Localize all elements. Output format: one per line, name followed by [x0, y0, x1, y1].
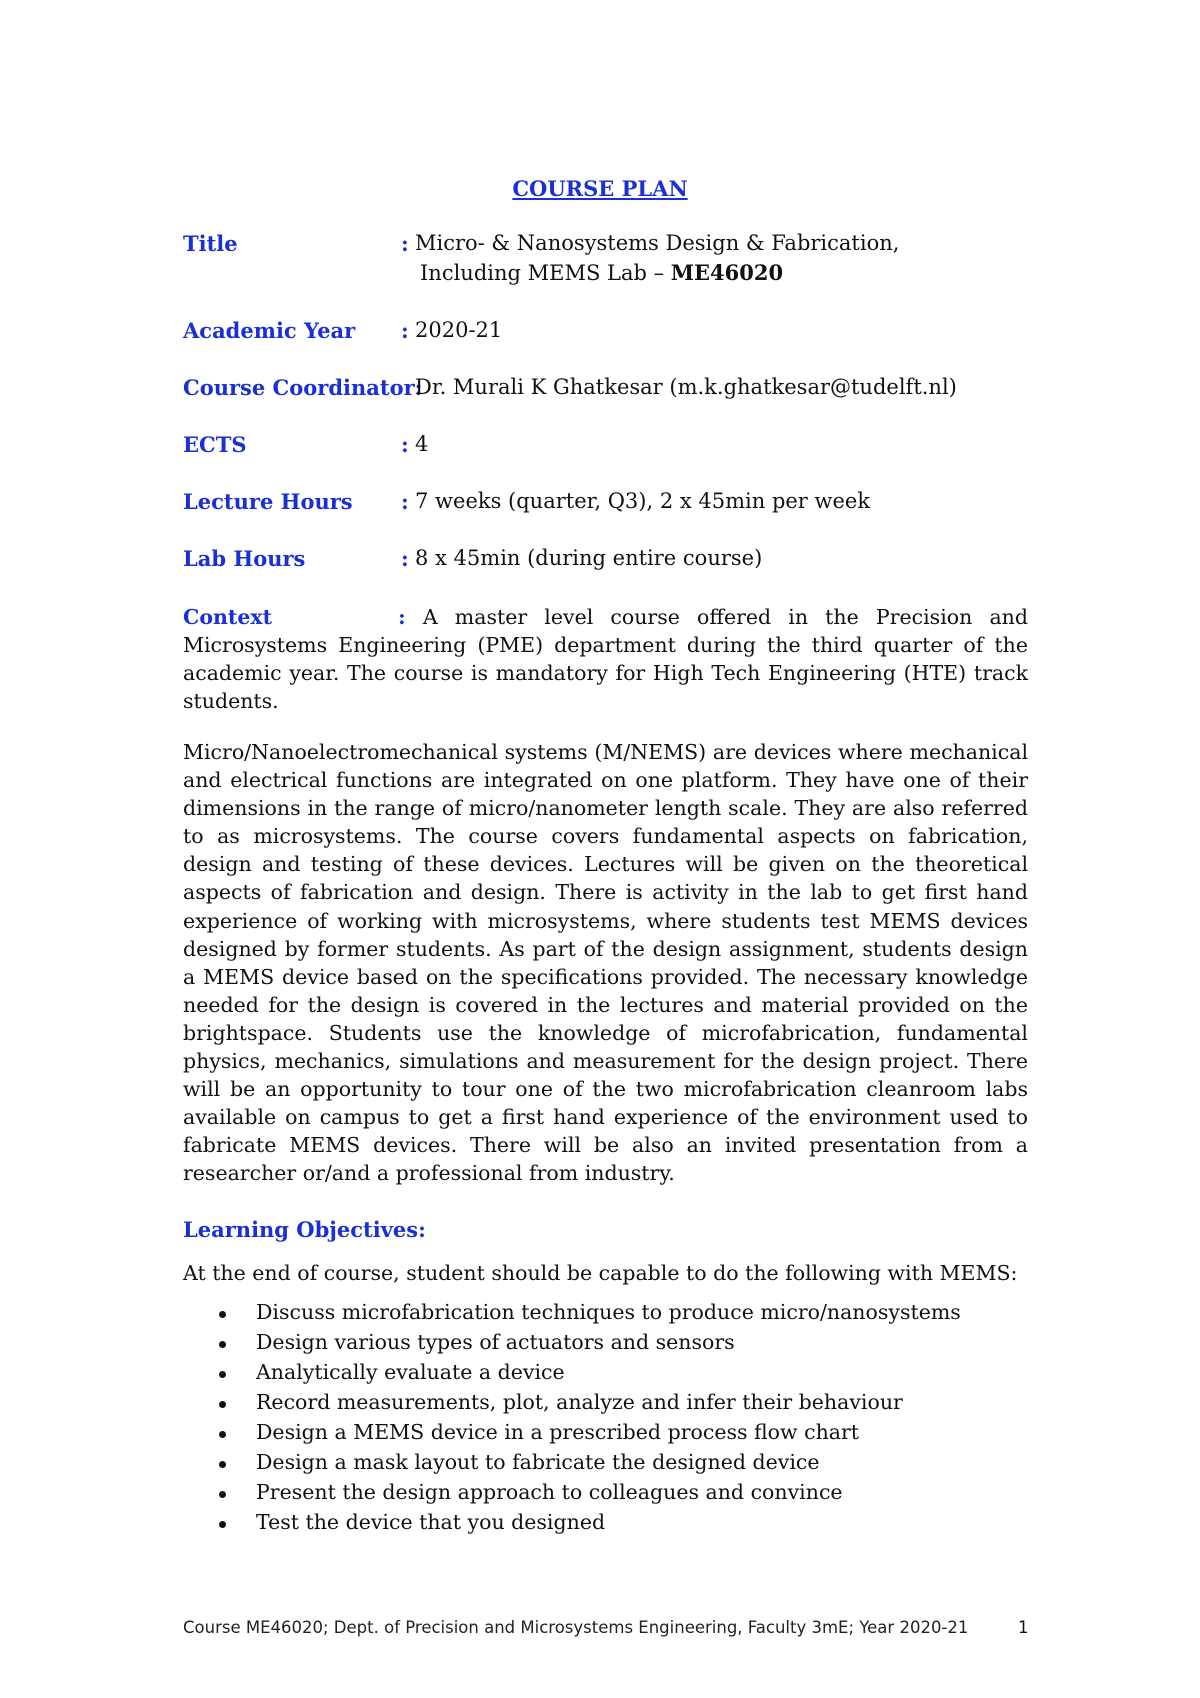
- field-ects-label: ECTS: [183, 432, 247, 457]
- field-ects-value: 4: [415, 432, 429, 456]
- field-title-label: Title: [183, 231, 238, 256]
- field-academic-year-value: 2020-21: [415, 318, 503, 342]
- field-colon: :: [401, 546, 409, 571]
- bullet-icon: [219, 1341, 226, 1348]
- list-item-text: Present the design approach to colleagues and convince: [256, 1480, 843, 1504]
- field-colon: :: [401, 489, 409, 514]
- list-item-text: Design various types of actuators and sensors: [256, 1330, 735, 1354]
- learning-objectives-intro: At the end of course, student should be capable to do the following with MEMS:: [183, 1261, 1018, 1285]
- field-colon: :: [401, 231, 409, 256]
- list-item-text: Discuss microfabrication techniques to produce micro/nanosystems: [256, 1300, 961, 1324]
- field-lecture-hours-label: Lecture Hours: [183, 489, 353, 514]
- field-lecture-hours-value: 7 weeks (quarter, Q3), 2 x 45min per week: [415, 489, 871, 513]
- bullet-icon: [219, 1461, 226, 1468]
- document-title: COURSE PLAN: [512, 176, 688, 201]
- field-academic-year-label: Academic Year: [183, 318, 356, 343]
- bullet-icon: [219, 1401, 226, 1408]
- list-item-text: Design a MEMS device in a prescribed process flow chart: [256, 1420, 860, 1444]
- field-lab-hours-label: Lab Hours: [183, 546, 306, 571]
- field-title-line2: [420, 258, 783, 288]
- bullet-icon: [219, 1491, 226, 1498]
- field-coordinator-label: Course Coordinator:: [183, 375, 423, 400]
- context-paragraph: [183, 603, 1028, 715]
- learning-objectives-heading: Learning Objectives:: [183, 1217, 426, 1242]
- field-title-line1: Micro- & Nanosystems Design & Fabrication,: [415, 231, 900, 255]
- list-item-text: Analytically evaluate a device: [256, 1360, 565, 1384]
- field-lab-hours-value: 8 x 45min (during entire course): [415, 546, 763, 570]
- description-paragraph: Micro/Nanoelectromechanical systems (M/NEMS) are devices where mechanical and electrical functions are integrated on one platform. They have one of their dimensions in the range of micro/nanometer length scale. They are also referred to as microsystems. The course covers fundamental aspects on fabrication, design and testing of these devices. Lectures will be given on the theoretical aspects of fabrication and design. There is activity in the lab to get first hand experience of working with microsystems, where students test MEMS devices designed by former students. As part of the design assignment, students design a MEMS device based on the specifications provided. The necessary knowledge needed for the design is covered in the lectures and material provided on the brightspace. Students use the knowledge of microfabrication, fundamental physics, mechanics, simulations and measurement for the design project. There will be an opportunity to tour one of the two microfabrication cleanroom labs available on campus to get a first hand experience of the environment used to fabricate MEMS devices. There will be also an invited presentation from a researcher or/and a professional from industry.: [183, 740, 1028, 1186]
- field-context-value: A master level course offered in the Precision and Microsystems Engineering (PME) department during the third quarter of the academic year. The course is mandatory for High Tech Engineering (HTE) track students.: [183, 605, 1028, 714]
- list-item-text: Record measurements, plot, analyze and infer their behaviour: [256, 1390, 903, 1414]
- field-colon: :: [401, 318, 409, 343]
- bullet-icon: [219, 1431, 226, 1438]
- page-footer: Course ME46020; Dept. of Precision and Microsystems Engineering, Faculty 3mE; Year 2020-21: [183, 1618, 969, 1637]
- field-coordinator-value: Dr. Murali K Ghatkesar (m.k.ghatkesar@tudelft.nl): [415, 375, 957, 399]
- course-code: ME46020: [670, 260, 784, 285]
- field-context-label: Context: [183, 605, 273, 629]
- list-item-text: Design a mask layout to fabricate the designed device: [256, 1450, 820, 1474]
- list-item-text: Test the device that you designed: [256, 1510, 606, 1534]
- field-title-line2-prefix: Including MEMS Lab –: [420, 261, 671, 285]
- bullet-icon: [219, 1311, 226, 1318]
- field-colon: :: [398, 605, 406, 629]
- field-colon: :: [401, 432, 409, 457]
- bullet-icon: [219, 1371, 226, 1378]
- bullet-icon: [219, 1521, 226, 1528]
- page-number: 1: [1018, 1618, 1029, 1637]
